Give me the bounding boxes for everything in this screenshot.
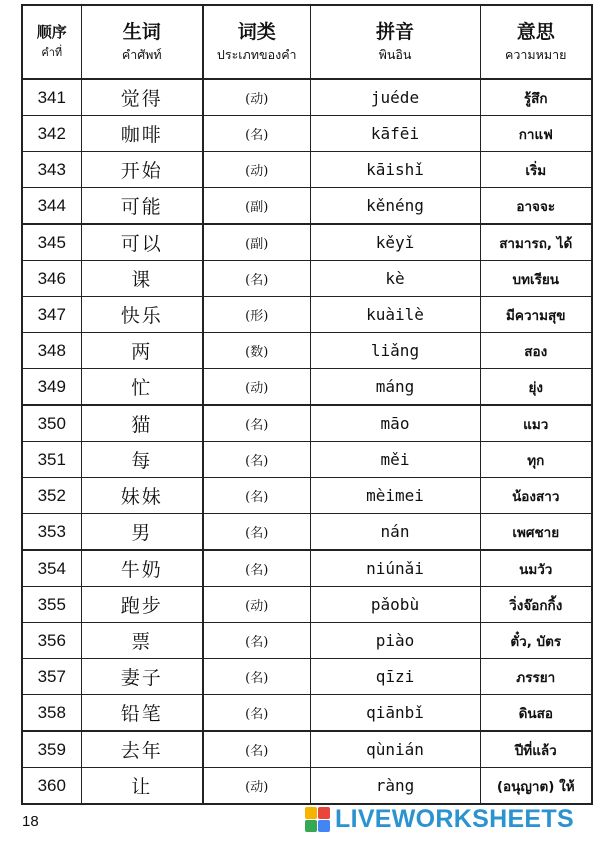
row-word: 可以 — [81, 224, 203, 261]
header-meaning-th: ความหมาย — [505, 47, 567, 62]
row-word: 票 — [81, 623, 203, 659]
header-pinyin-th: พินอิน — [378, 47, 412, 62]
row-word-class: (名) — [203, 550, 310, 587]
row-number: 355 — [22, 587, 81, 623]
row-pinyin: kěyǐ — [310, 224, 480, 261]
row-number: 350 — [22, 405, 81, 442]
row-meaning: วิ่งจ๊อกกิ้ง — [480, 587, 592, 623]
table-row — [22, 478, 592, 514]
row-number: 360 — [22, 768, 81, 805]
liveworksheets-brand[interactable] — [305, 805, 574, 833]
vocabulary-table — [21, 4, 593, 805]
row-word-class: (动) — [203, 587, 310, 623]
header-meaning-zh: 意思 — [516, 21, 555, 43]
row-word-class: (名) — [203, 478, 310, 514]
header-number — [22, 5, 81, 79]
row-word-class: (名) — [203, 116, 310, 152]
row-meaning: มีความสุข — [480, 297, 592, 333]
row-word: 妹妹 — [81, 478, 203, 514]
row-pinyin: māo — [310, 405, 480, 442]
table-row — [22, 333, 592, 369]
header-word-zh: 生词 — [122, 21, 161, 43]
row-meaning: น้องสาว — [480, 478, 592, 514]
table-row — [22, 550, 592, 587]
brand-name: LIVEWORKSHEETS — [335, 804, 574, 833]
logo-square-3 — [305, 820, 317, 832]
row-meaning: กาแฟ — [480, 116, 592, 152]
row-pinyin: kāishǐ — [310, 152, 480, 188]
row-word-class: (动) — [203, 152, 310, 188]
row-pinyin: kěnéng — [310, 188, 480, 225]
row-word: 每 — [81, 442, 203, 478]
liveworksheets-logo-icon — [305, 807, 330, 832]
row-pinyin: kuàilè — [310, 297, 480, 333]
row-number: 345 — [22, 224, 81, 261]
row-word-class: (动) — [203, 369, 310, 406]
row-word: 男 — [81, 514, 203, 551]
table-row — [22, 768, 592, 805]
row-number: 341 — [22, 79, 81, 116]
row-word-class: (形) — [203, 297, 310, 333]
logo-square-4 — [318, 820, 330, 832]
header-class-zh: 词类 — [237, 21, 276, 43]
row-word-class: (名) — [203, 695, 310, 732]
row-number: 347 — [22, 297, 81, 333]
row-word-class: (数) — [203, 333, 310, 369]
header-meaning — [480, 5, 592, 79]
table-row — [22, 297, 592, 333]
page-number: 18 — [22, 813, 39, 830]
row-number: 356 — [22, 623, 81, 659]
row-meaning: รู้สึก — [480, 79, 592, 116]
row-pinyin: qùnián — [310, 731, 480, 768]
row-number: 357 — [22, 659, 81, 695]
row-meaning: ภรรยา — [480, 659, 592, 695]
logo-square-1 — [305, 807, 317, 819]
table-row — [22, 587, 592, 623]
row-number: 343 — [22, 152, 81, 188]
row-pinyin: měi — [310, 442, 480, 478]
table-row — [22, 659, 592, 695]
header-number-th: คำที่ — [41, 46, 63, 59]
row-word: 两 — [81, 333, 203, 369]
table-header — [22, 5, 592, 79]
row-number: 354 — [22, 550, 81, 587]
row-pinyin: mèimei — [310, 478, 480, 514]
header-class-th: ประเภทของคำ — [216, 47, 297, 62]
row-meaning: บทเรียน — [480, 261, 592, 297]
row-word-class: (副) — [203, 188, 310, 225]
row-pinyin: piào — [310, 623, 480, 659]
row-pinyin: ràng — [310, 768, 480, 805]
row-pinyin: pǎobù — [310, 587, 480, 623]
table-row — [22, 405, 592, 442]
row-meaning: ทุก — [480, 442, 592, 478]
row-pinyin: qiānbǐ — [310, 695, 480, 732]
row-word: 跑步 — [81, 587, 203, 623]
row-number: 349 — [22, 369, 81, 406]
row-word-class: (名) — [203, 731, 310, 768]
row-meaning: สามารถ, ได้ — [480, 224, 592, 261]
row-word-class: (副) — [203, 224, 310, 261]
row-meaning: เริ่ม — [480, 152, 592, 188]
row-meaning: ตั๋ว, บัตร — [480, 623, 592, 659]
row-word: 牛奶 — [81, 550, 203, 587]
row-number: 351 — [22, 442, 81, 478]
table-row — [22, 623, 592, 659]
row-meaning: แมว — [480, 405, 592, 442]
row-number: 342 — [22, 116, 81, 152]
row-pinyin: liǎng — [310, 333, 480, 369]
row-number: 359 — [22, 731, 81, 768]
row-number: 348 — [22, 333, 81, 369]
header-row — [22, 5, 592, 79]
logo-square-2 — [318, 807, 330, 819]
row-meaning: สอง — [480, 333, 592, 369]
header-word — [81, 5, 203, 79]
header-word-th: คำศัพท์ — [121, 47, 162, 62]
row-number: 352 — [22, 478, 81, 514]
row-pinyin: juéde — [310, 79, 480, 116]
row-word: 可能 — [81, 188, 203, 225]
row-word: 猫 — [81, 405, 203, 442]
row-word: 课 — [81, 261, 203, 297]
row-word-class: (动) — [203, 79, 310, 116]
row-word: 觉得 — [81, 79, 203, 116]
row-word: 让 — [81, 768, 203, 805]
row-number: 344 — [22, 188, 81, 225]
row-word-class: (名) — [203, 514, 310, 551]
row-meaning: เพศชาย — [480, 514, 592, 551]
row-meaning: อาจจะ — [480, 188, 592, 225]
row-word: 开始 — [81, 152, 203, 188]
table-row — [22, 369, 592, 406]
row-meaning: ดินสอ — [480, 695, 592, 732]
row-number: 353 — [22, 514, 81, 551]
table-row — [22, 116, 592, 152]
table-row — [22, 695, 592, 732]
header-pinyin-zh: 拼音 — [375, 21, 414, 43]
row-pinyin: nán — [310, 514, 480, 551]
row-pinyin: qīzi — [310, 659, 480, 695]
header-class — [203, 5, 310, 79]
header-pinyin — [310, 5, 480, 79]
header-number-zh: 顺序 — [36, 23, 67, 41]
row-word: 忙 — [81, 369, 203, 406]
table-row — [22, 79, 592, 116]
table-row — [22, 188, 592, 225]
row-word-class: (名) — [203, 659, 310, 695]
table-row — [22, 261, 592, 297]
table-row — [22, 731, 592, 768]
row-meaning: ยุ่ง — [480, 369, 592, 406]
row-meaning: นมวัว — [480, 550, 592, 587]
row-pinyin: niúnǎi — [310, 550, 480, 587]
row-word-class: (名) — [203, 623, 310, 659]
table-row — [22, 152, 592, 188]
row-word: 铅笔 — [81, 695, 203, 732]
row-word-class: (名) — [203, 405, 310, 442]
row-pinyin: kāfēi — [310, 116, 480, 152]
row-word: 咖啡 — [81, 116, 203, 152]
row-pinyin: kè — [310, 261, 480, 297]
row-word: 妻子 — [81, 659, 203, 695]
table-row — [22, 224, 592, 261]
row-number: 358 — [22, 695, 81, 732]
row-pinyin: máng — [310, 369, 480, 406]
table-row — [22, 514, 592, 551]
row-word-class: (名) — [203, 261, 310, 297]
row-word: 去年 — [81, 731, 203, 768]
table-row — [22, 442, 592, 478]
row-word-class: (动) — [203, 768, 310, 805]
table-body — [22, 79, 592, 804]
row-word: 快乐 — [81, 297, 203, 333]
row-meaning: (อนุญาต) ให้ — [480, 768, 592, 805]
row-number: 346 — [22, 261, 81, 297]
row-meaning: ปีที่แล้ว — [480, 731, 592, 768]
row-word-class: (名) — [203, 442, 310, 478]
